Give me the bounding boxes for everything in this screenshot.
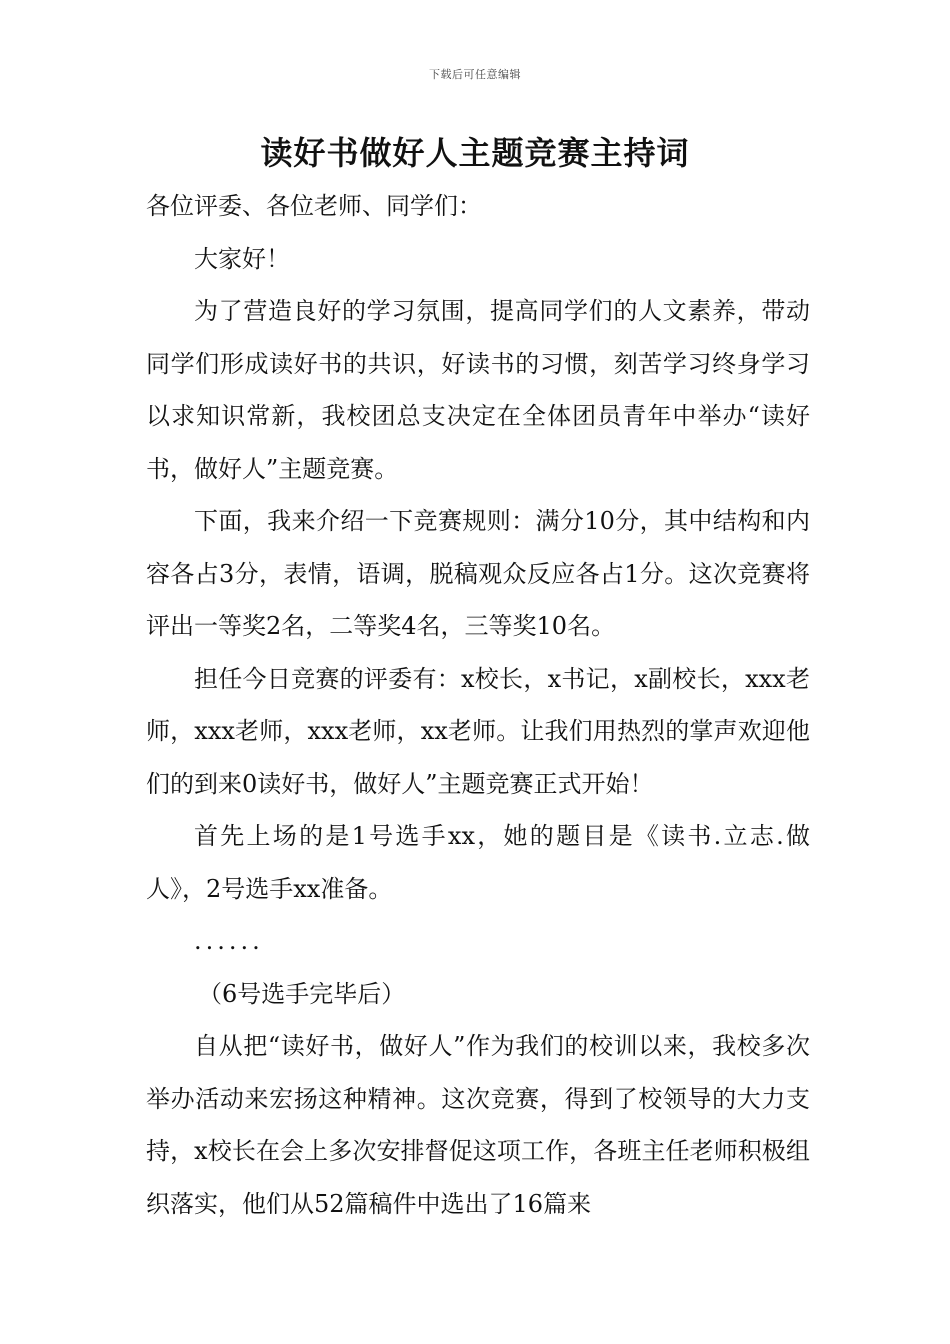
page-header-note: 下载后可任意编辑 <box>429 68 521 81</box>
paragraph-rules: 下面，我来介绍一下竞赛规则：满分10分，其中结构和内容各占3分，表情，语调，脱稿观众反应各占1分。这次竞赛将评出一等奖2名，二等奖4名，三等奖10名。 <box>146 507 810 640</box>
document-title: 读好书做好人主题竞赛主持词 <box>260 134 690 172</box>
paragraph-school-motto: 自从把“读好书，做好人”作为我们的校训以来，我校多次举办活动来宏扬这种精神。这次竞赛，得到了校领导的大力支持，x校长在会上多次安排督促这项工作，各班主任老师积极组织落实，他们从52篇稿件中选出了16篇来 <box>146 1032 810 1218</box>
paragraph-first-contestant: 首先上场的是1号选手xx，她的题目是《读书.立志.做人》，2号选手xx准备。 <box>146 822 810 903</box>
ellipsis-line: ...... <box>194 927 264 955</box>
paragraph-judges: 担任今日竞赛的评委有：x校长，x书记，x副校长，xxx老师，xxx老师，xxx老师，xx老师。让我们用热烈的掌声欢迎他们的到来0读好书，做好人”主题竞赛正式开始！ <box>146 664 810 798</box>
stage-note: （6号选手完毕后） <box>198 979 406 1008</box>
document-body <box>146 180 810 1230</box>
paragraph-intro: 为了营造良好的学习氛围，提高同学们的人文素养，带动同学们形成读好书的共识，好读书的习惯，刻苦学习终身学习以求知识常新，我校团总支决定在全体团员青年中举办“读好书，做好人”主题竞赛。 <box>146 297 810 483</box>
salutation: 各位评委、各位老师、同学们： <box>146 192 482 220</box>
greeting: 大家好！ <box>194 244 290 273</box>
